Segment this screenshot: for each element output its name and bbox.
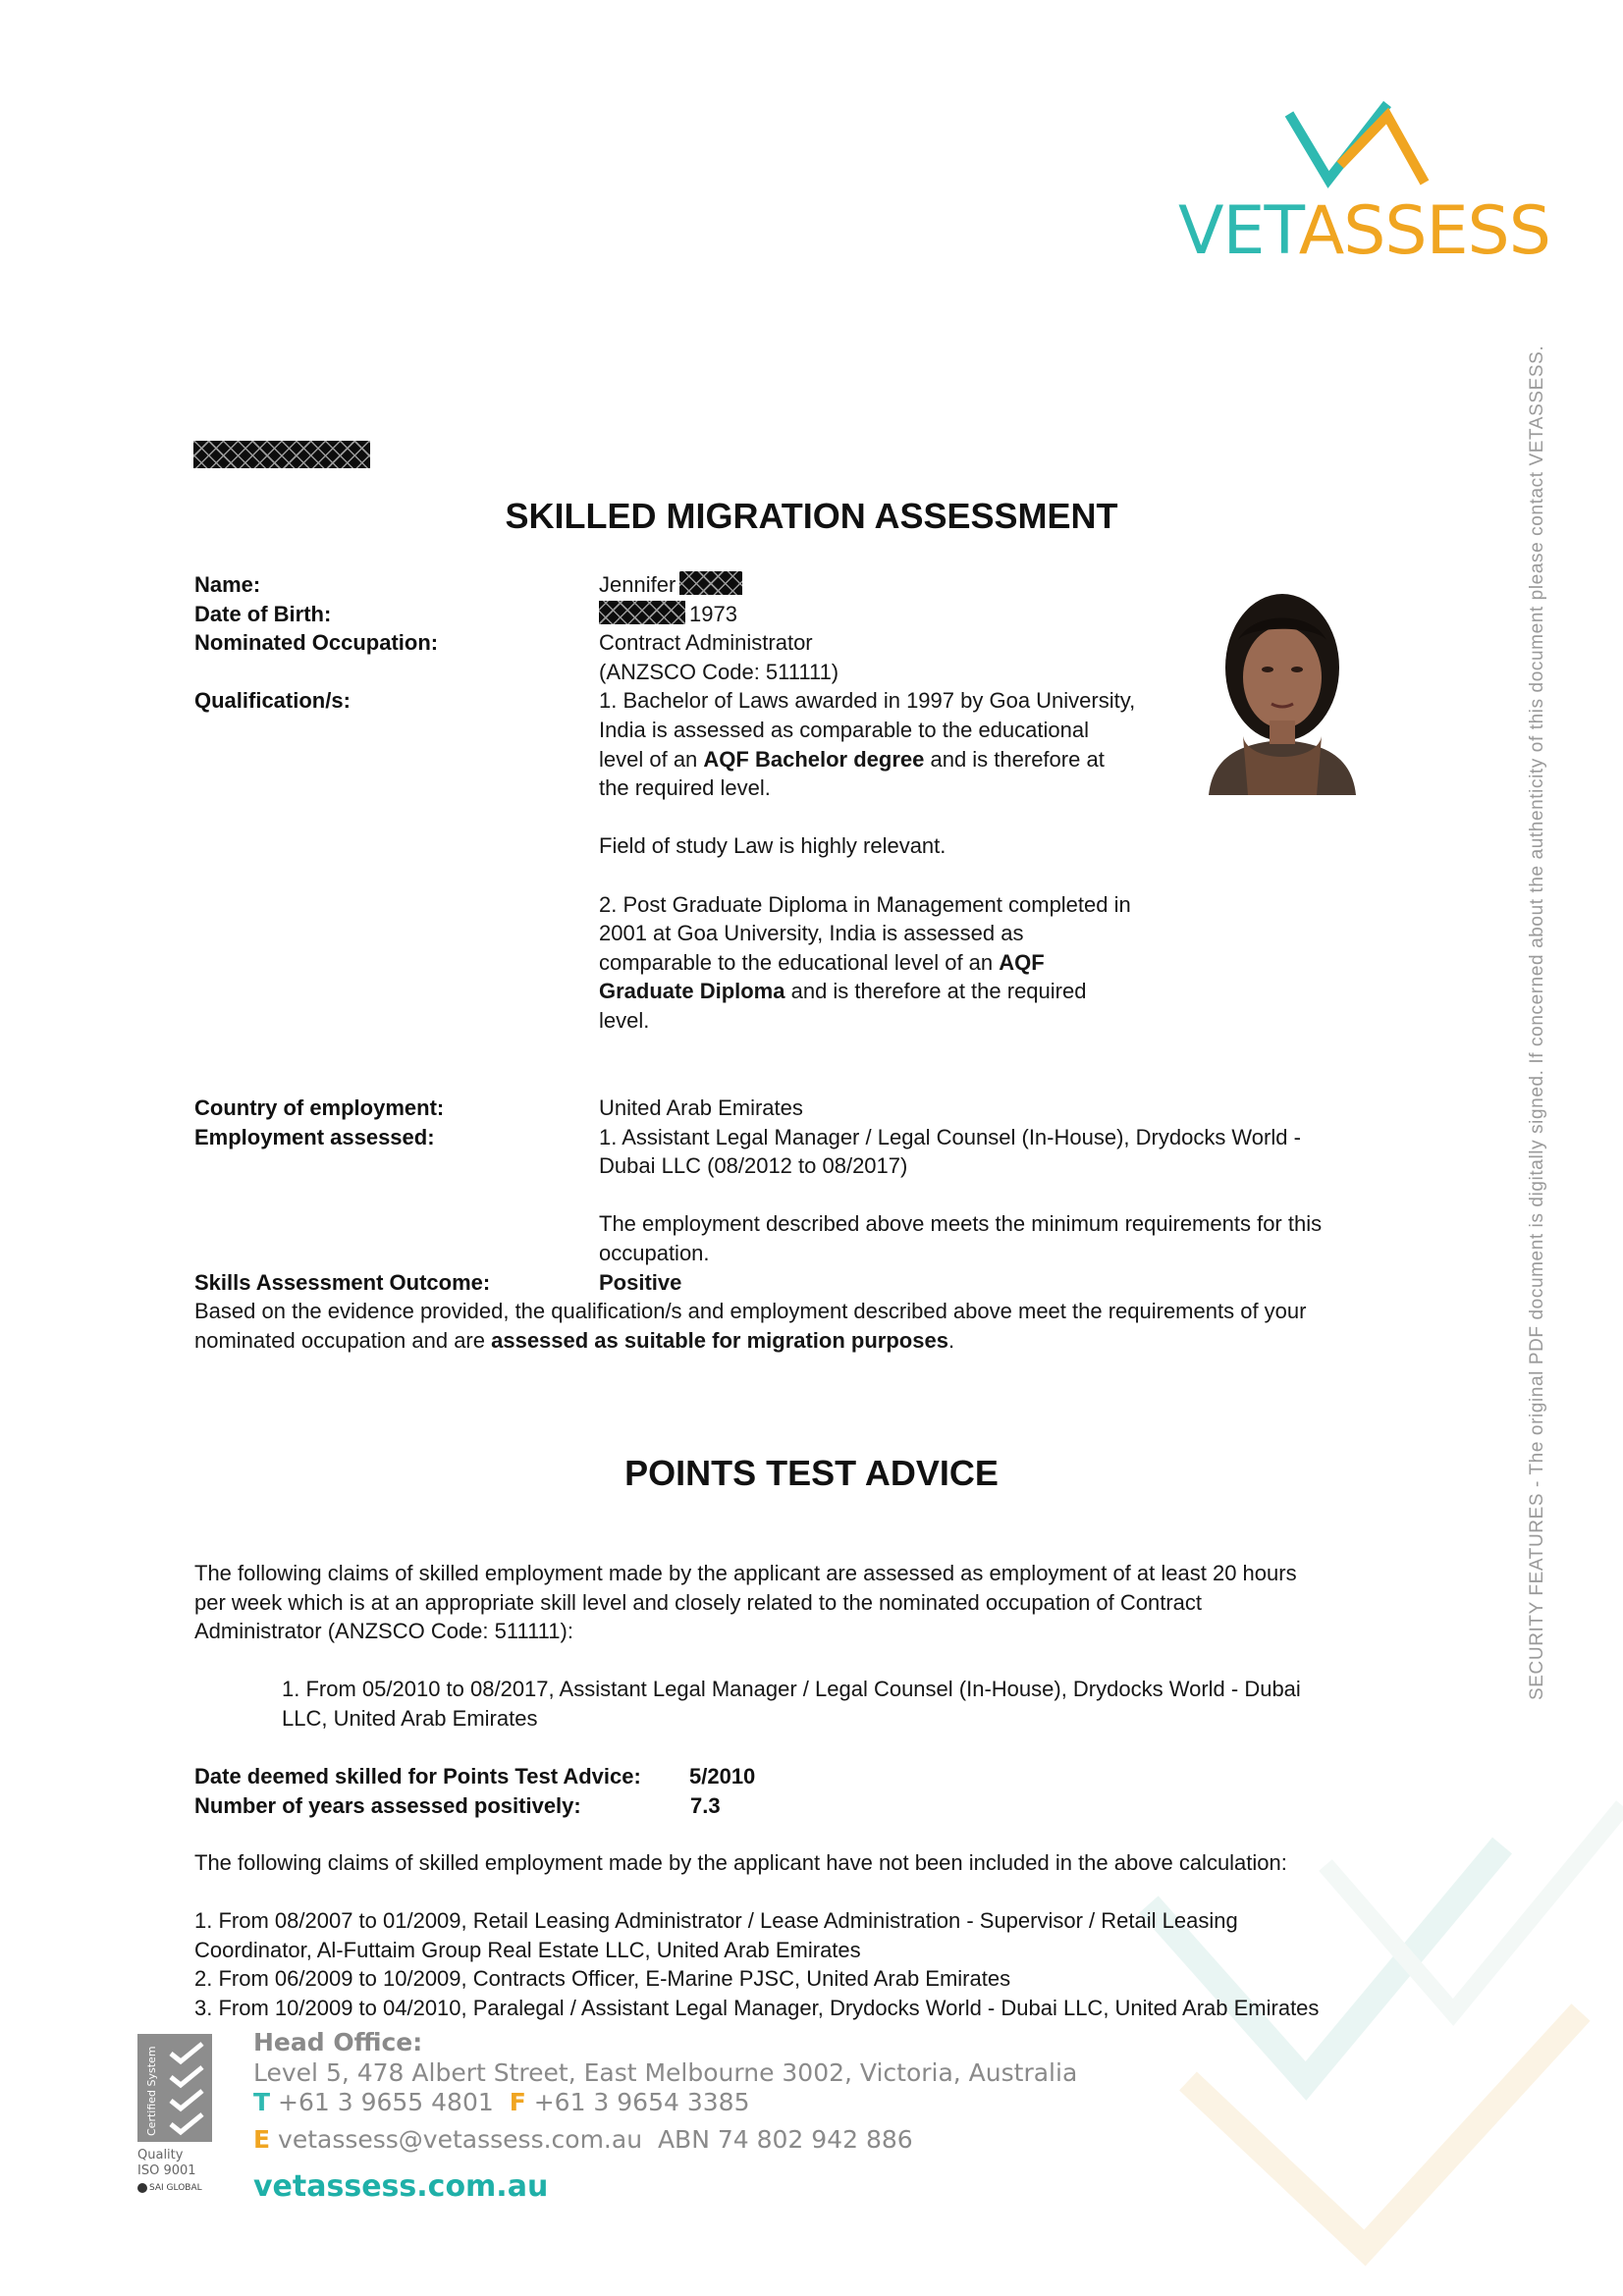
excluded-claim-1: 1. From 08/2007 to 01/2009, Retail Leasing Administrator / Lease Administration - Supervisor / Retail Leasing [194, 1908, 1238, 1933]
logo-wordmark [1178, 192, 1550, 270]
head-office-address: Level 5, 478 Albert Street, East Melbourne 3002, Victoria, Australia [253, 2058, 1078, 2087]
date-deemed-value: 5/2010 [689, 1764, 756, 1789]
sai-logo-icon [137, 2183, 147, 2193]
outcome-label: Skills Assessment Outcome: [194, 1269, 491, 1295]
cert-checks-panel [137, 2034, 212, 2142]
outcome-value: Positive [599, 1269, 682, 1295]
occupation-label: Nominated Occupation: [194, 630, 439, 656]
employment-value: 1. Assistant Legal Manager / Legal Counsel (In-House), Drydocks World - Dubai LLC (08/2012 to 08/2017) [599, 1124, 1301, 1179]
name-value: Jennifer [599, 570, 742, 600]
name-label: Name: [194, 572, 261, 597]
cert-system-text: Certified System [145, 2046, 158, 2136]
years-value: 7.3 [690, 1792, 721, 1818]
applicant-photo [1199, 571, 1366, 795]
logo-assess: ASSESS [1298, 192, 1550, 270]
points-intro: The following claims of skilled employment made by the applicant are assessed as employment of at least 20 hours per week which is at an appropriate skill level and closely related to the nominated occupation of Contract Administrator (ANZSCO Code: 511111): [194, 1561, 1297, 1644]
excluded-intro: The following claims of skilled employment made by the applicant have not been included in the above calculation: [194, 1850, 1287, 1875]
security-features-note: SECURITY FEATURES - The original PDF document is digitally signed. If concerned about the authenticity of this document please contact VETASSESS. [1527, 345, 1547, 1700]
excluded-claims: 1. From 08/2007 to 01/2009, Retail Leasing Administrator / Lease Administration - Supervisor / Retail Leasing Coordinator, Al-Futtaim Group Real Estate LLC, United Arab Emirates 2. From 06/2009 to 10/2009, Contracts Officer, E-Marine PJSC, United Arab Emirates 3. From 10/2009 to 04/2010, Paralegal / Assistant Legal Manager, Drydocks World - Dubai LLC, United Arab Emirates [194, 1906, 1319, 2022]
points-title: POINTS TEST ADVICE [624, 1453, 999, 1493]
years-label: Number of years assessed positively: [194, 1792, 581, 1818]
excluded-claim-3: 3. From 10/2009 to 04/2010, Paralegal / Assistant Legal Manager, Drydocks World - Dubai LLC, United Arab Emirates [194, 1995, 1320, 2020]
redacted-dob [599, 601, 685, 624]
head-office-label: Head Office: [253, 2028, 423, 2056]
excluded-claim-2: 2. From 06/2009 to 10/2009, Contracts Officer, E-Marine PJSC, United Arab Emirates [194, 1966, 1011, 1992]
cert-iso: ISO 9001 [137, 2163, 196, 2178]
employment-note: The employment described above meets the minimum requirements for this occupation. [599, 1211, 1323, 1265]
cert-sai: SAI GLOBAL [149, 2183, 202, 2193]
logo-vet: VET [1178, 192, 1299, 270]
qualification-1: 1. Bachelor of Laws awarded in 1997 by Goa University, India is assessed as comparable to the educational level of an AQF Bachelor degree and is therefore at the required level. [599, 688, 1136, 801]
vetassess-logo [1178, 96, 1550, 273]
date-deemed-label: Date deemed skilled for Points Test Advice: [194, 1764, 641, 1789]
assessment-title: SKILLED MIGRATION ASSESSMENT [505, 496, 1118, 536]
outcome-text: Based on the evidence provided, the qualification/s and employment described above meet the requirements of your nominated occupation and are assessed as suitable for migration purposes. [194, 1299, 1307, 1353]
checkmark-icon [165, 2040, 208, 2138]
logo-chevron-icon [1281, 96, 1434, 194]
qualifications-label: Qualification/s: [194, 688, 351, 714]
country-label: Country of employment: [194, 1095, 445, 1120]
redacted-surname [679, 571, 742, 595]
dob-label: Date of Birth: [194, 601, 332, 626]
occupation-value: Contract Administrator [599, 630, 813, 656]
dob-value: 1973 [599, 600, 737, 629]
cert-quality: Quality [137, 2148, 184, 2163]
website-link[interactable]: vetassess.com.au [253, 2169, 549, 2204]
country-value: United Arab Emirates [599, 1095, 803, 1120]
redacted-reference [193, 441, 370, 468]
contact-email-abn: E vetassess@vetassess.com.au ABN 74 802 942 886 [253, 2125, 913, 2154]
points-claim: 1. From 05/2010 to 08/2017, Assistant Legal Manager / Legal Counsel (In-House), Drydocks World - Dubai LLC, United Arab Emirates [282, 1677, 1301, 1731]
contact-phone-fax: T +61 3 9655 4801 F +61 3 9654 3385 [253, 2088, 750, 2116]
qualification-2: 2. Post Graduate Diploma in Management completed in 2001 at Goa University, India is assessed as comparable to the educational level of an AQF Graduate Diploma and is therefore at the required level. [599, 891, 1131, 1033]
anzsco-code: (ANZSCO Code: 511111) [599, 659, 839, 684]
field-of-study: Field of study Law is highly relevant. [599, 833, 947, 859]
iso-certification-badge [137, 2034, 216, 2201]
employment-label: Employment assessed: [194, 1124, 435, 1149]
